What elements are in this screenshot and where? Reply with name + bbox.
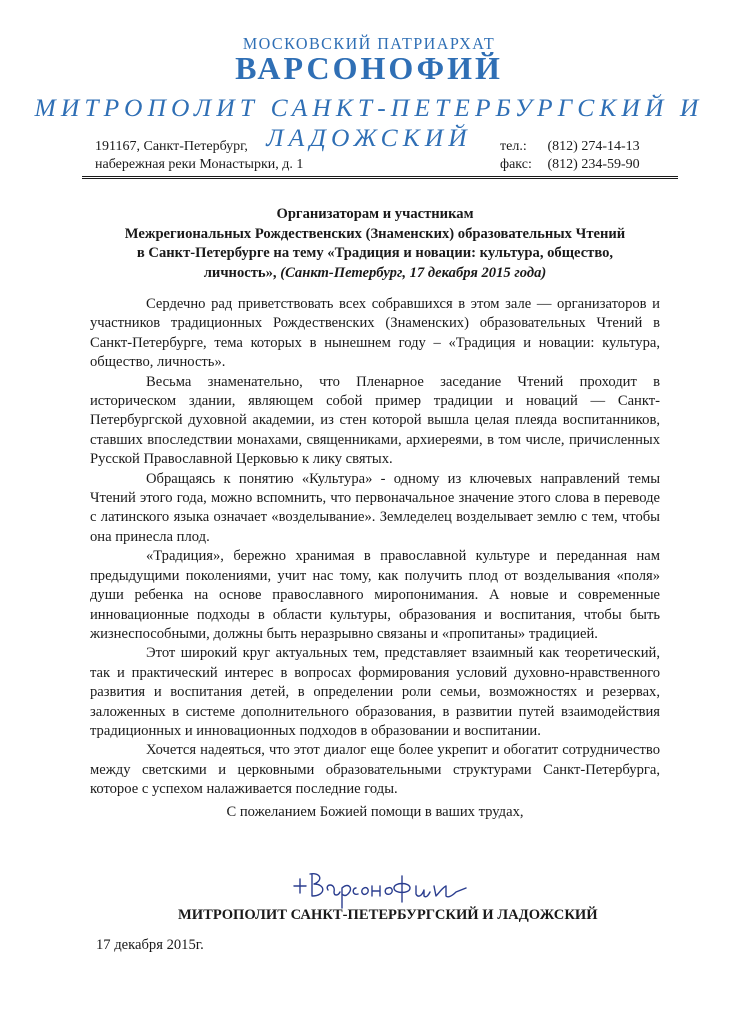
fax-number: (812) 234-59-90 xyxy=(547,157,640,172)
body-paragraph: «Традиция», бережно хранимая в православной культуре и переданная нам предыдущими поколениями, учит нас тому, как получить плод от возделывания «поля» души ребенка на основе православного миропонимания. А новые и современные инновационные подходы в области культуры, образования и воспитания, чтобы быть жизнеспособными, должны быть неразрывно связаны и «пропитаны» традицией. xyxy=(90,548,660,642)
signer-title: МИТРОПОЛИТ САНКТ-ПЕТЕРБУРГСКИЙ И ЛАДОЖСКИЙ xyxy=(178,907,598,923)
heading-dateline: (Санкт-Петербург, 17 декабря 2015 года) xyxy=(280,264,547,281)
fax-row xyxy=(500,156,640,174)
letter-heading xyxy=(95,205,655,283)
address-line-2: набережная реки Монастырки, д. 1 xyxy=(95,157,304,172)
heading-line-2: Межрегиональных Рождественских (Знаменских) образовательных Чтений xyxy=(124,225,626,242)
letterhead-patriarchate: МОСКОВСКИЙ ПАТРИАРХАТ xyxy=(242,34,496,53)
handwritten-signature xyxy=(290,866,470,910)
letterhead-title: МИТРОПОЛИТ САНКТ-ПЕТЕРБУРГСКИЙ И ЛАДОЖСКИЙ xyxy=(34,95,704,152)
letterhead xyxy=(0,34,738,154)
contact-info xyxy=(500,138,640,174)
header-divider xyxy=(82,176,678,179)
heading-line-4: личность», xyxy=(203,264,277,281)
letter-body xyxy=(90,295,660,800)
sender-address xyxy=(95,138,303,174)
phone-number: (812) 274-14-13 xyxy=(547,139,640,154)
closing-line: С пожеланием Божией помощи в ваших трудах, xyxy=(226,804,524,820)
phone-row xyxy=(500,138,640,156)
body-paragraph: Этот широкий круг актуальных тем, представляет взаимный как теоретический, так и практический интерес в вопросах формирования условий духовно-нравственного развития и воспитания детей, в определении роли семьи, возможностях и резервах, заложенных в системе дополнительного образования, в развитии путей взаимодействия традиционных и инновационных подходов в образовании и воспитании. xyxy=(90,645,660,739)
body-paragraph: Сердечно рад приветствовать всех собравшихся в этом зале — организаторов и участников традиционных Рождественских (Знаменских) образовательных Чтений в Санкт-Петербурге, тема которых в нынешнем году – «Традиция и новации: культура, общество, личность». xyxy=(90,296,660,371)
letterhead-name: ВАРСОНОФИЙ xyxy=(235,50,503,86)
heading-line-4-wrap xyxy=(95,264,655,284)
phone-label: тел.: xyxy=(500,139,527,154)
body-paragraph: Обращаясь к понятию «Культура» - одному из ключевых направлений темы Чтений этого года, можно вспомнить, что первоначальное значение этого слова в переводе с латинского языка означает «возделывание». Земледелец возделывает землю с тем, чтобы она принесла плод. xyxy=(90,470,660,545)
letter-date: 17 декабря 2015г. xyxy=(96,937,204,953)
fax-label: факс: xyxy=(500,157,532,172)
heading-line-3: в Санкт-Петербурге на тему «Традиция и новации: культура, общество, xyxy=(136,245,614,261)
heading-line-1: Организаторам и участникам xyxy=(276,206,474,222)
body-paragraph: Весьма знаменательно, что Пленарное заседание Чтений проходит в историческом здании, являющем собой пример традиции и новаций — Санкт-Петербургской духовной академии, из стен которой вышла целая плеяда воспитанников, ставших впоследствии монахами, священниками, архиереями, в том числе, причисленных Русской Православной Церковью к лику святых. xyxy=(90,373,660,468)
body-paragraph: Хочется надеяться, что этот диалог еще более укрепит и обогатит сотрудничество между светскими и церковными образовательными структурами Санкт-Петербурга, которое с успехом налаживается последние годы. xyxy=(90,742,660,798)
address-line-1: 191167, Санкт-Петербург, xyxy=(95,139,248,154)
